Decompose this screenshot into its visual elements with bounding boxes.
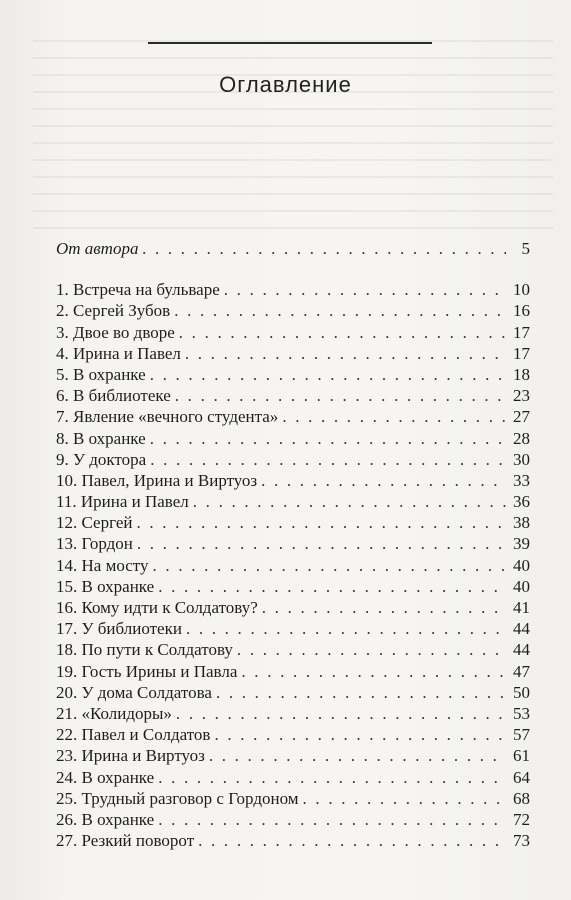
toc-entry-label: 6. В библиотеке bbox=[56, 386, 171, 406]
dot-leader bbox=[198, 830, 506, 851]
chapter-list bbox=[56, 279, 530, 851]
toc-entry-page: 16 bbox=[513, 301, 530, 321]
dot-leader bbox=[153, 555, 506, 576]
toc-entry-page: 40 bbox=[513, 555, 530, 575]
toc-entry-page: 23 bbox=[513, 386, 530, 406]
toc-entry-page: 5 bbox=[521, 239, 530, 258]
dot-leader bbox=[174, 300, 506, 321]
toc-entry-page: 27 bbox=[513, 407, 530, 427]
toc-entry-page: 39 bbox=[513, 534, 530, 554]
toc-entry-page: 17 bbox=[513, 322, 530, 342]
toc-entry-label: 27. Резкий поворот bbox=[56, 831, 195, 851]
dot-leader bbox=[136, 512, 506, 533]
toc-entry-label: 22. Павел и Солдатов bbox=[56, 725, 211, 745]
dot-leader bbox=[303, 788, 506, 809]
dot-leader bbox=[142, 238, 506, 259]
toc-entry-chapter-15 bbox=[56, 576, 530, 597]
dot-leader bbox=[158, 576, 506, 597]
toc-entry-label: 23. Ирина и Виртуоз bbox=[56, 746, 205, 766]
toc-entry-label: 3. Двое во дворе bbox=[56, 322, 175, 342]
page-title: Оглавление bbox=[219, 72, 352, 97]
toc-entry-page: 73 bbox=[513, 831, 530, 851]
bleed-through-text bbox=[33, 40, 553, 240]
dot-leader bbox=[193, 491, 506, 512]
dot-leader bbox=[186, 618, 506, 639]
toc-entry-page: 41 bbox=[513, 598, 530, 617]
toc-entry-label: 8. В охранке bbox=[56, 428, 146, 448]
toc-entry-chapter-17 bbox=[56, 618, 530, 639]
toc-entry-chapter-27 bbox=[56, 830, 530, 851]
toc-entry-label: 7. Явление «вечного студента» bbox=[56, 407, 279, 427]
toc-entry-chapter-8 bbox=[56, 428, 530, 449]
table-of-contents bbox=[56, 238, 530, 851]
toc-entry-page: 40 bbox=[513, 576, 530, 596]
dot-leader bbox=[158, 767, 506, 788]
toc-entry-chapter-5 bbox=[56, 364, 530, 385]
toc-entry-page: 17 bbox=[513, 343, 530, 363]
toc-entry-label: 14. На мосту bbox=[56, 555, 149, 575]
header-rule bbox=[148, 42, 432, 44]
dot-leader bbox=[158, 809, 506, 830]
toc-entry-chapter-21 bbox=[56, 703, 530, 724]
toc-entry-page: 30 bbox=[513, 449, 530, 469]
dot-leader bbox=[214, 724, 506, 745]
toc-entry-label: От автора bbox=[56, 239, 139, 258]
toc-entry-chapter-9 bbox=[56, 449, 530, 470]
toc-entry-chapter-2 bbox=[56, 300, 530, 321]
toc-entry-chapter-20 bbox=[56, 682, 530, 703]
toc-entry-label: 25. Трудный разговор с Гордоном bbox=[56, 788, 299, 808]
toc-entry-label: 21. «Колидоры» bbox=[56, 703, 172, 723]
toc-entry-page: 44 bbox=[513, 640, 530, 660]
dot-leader bbox=[261, 470, 506, 491]
toc-entry-chapter-7 bbox=[56, 406, 530, 427]
toc-entry-page: 68 bbox=[513, 788, 530, 808]
toc-entry-page: 64 bbox=[513, 767, 530, 787]
toc-entry-label: 26. В охранке bbox=[56, 809, 155, 829]
toc-entry-chapter-22 bbox=[56, 724, 530, 745]
toc-entry-chapter-23 bbox=[56, 745, 530, 766]
toc-entry-page: 53 bbox=[513, 703, 530, 723]
dot-leader bbox=[175, 385, 506, 406]
toc-entry-label: 5. В охранке bbox=[56, 364, 146, 384]
toc-entry-page: 28 bbox=[513, 428, 530, 448]
toc-entry-page: 57 bbox=[513, 725, 530, 745]
toc-entry-chapter-14 bbox=[56, 555, 530, 576]
toc-entry-label: 12. Сергей bbox=[56, 513, 133, 533]
toc-entry-page: 18 bbox=[513, 364, 530, 384]
dot-leader bbox=[176, 703, 506, 724]
toc-entry-label: 17. У библиотеки bbox=[56, 619, 182, 639]
toc-entry-label: 11. Ирина и Павел bbox=[56, 492, 189, 512]
toc-entry-label: 2. Сергей Зубов bbox=[56, 301, 171, 321]
toc-entry-label: 13. Гордон bbox=[56, 534, 133, 554]
dot-leader bbox=[216, 682, 506, 703]
dot-leader bbox=[185, 343, 506, 364]
toc-entry-label: 20. У дома Солдатова bbox=[56, 682, 212, 702]
toc-entry-chapter-13 bbox=[56, 533, 530, 554]
dot-leader bbox=[224, 279, 506, 300]
toc-entry-chapter-24 bbox=[56, 767, 530, 788]
toc-entry-label: 4. Ирина и Павел bbox=[56, 343, 181, 363]
toc-entry-chapter-11 bbox=[56, 491, 530, 512]
toc-entry-chapter-12 bbox=[56, 512, 530, 533]
toc-entry-label: 24. В охранке bbox=[56, 767, 155, 787]
toc-entry-label: 1. Встреча на бульваре bbox=[56, 280, 220, 300]
toc-entry-chapter-26 bbox=[56, 809, 530, 830]
dot-leader bbox=[150, 428, 506, 449]
dot-leader bbox=[241, 661, 506, 682]
dot-leader bbox=[150, 364, 506, 385]
toc-entry-page: 47 bbox=[513, 661, 530, 681]
toc-entry-chapter-1 bbox=[56, 279, 530, 300]
toc-entry-chapter-10 bbox=[56, 470, 530, 491]
toc-entry-chapter-16 bbox=[56, 597, 530, 618]
toc-entry-page: 33 bbox=[513, 470, 530, 490]
toc-entry-chapter-25 bbox=[56, 788, 530, 809]
toc-entry-chapter-18 bbox=[56, 639, 530, 660]
dot-leader bbox=[150, 449, 506, 470]
toc-entry-label: 19. Гость Ирины и Павла bbox=[56, 661, 238, 681]
toc-entry-preface bbox=[56, 238, 530, 259]
toc-entry-label: 9. У доктора bbox=[56, 449, 147, 469]
dot-leader bbox=[179, 322, 506, 343]
dot-leader bbox=[137, 533, 506, 554]
dot-leader bbox=[237, 639, 506, 660]
toc-entry-page: 72 bbox=[513, 809, 530, 829]
dot-leader bbox=[282, 406, 506, 427]
dot-leader bbox=[262, 597, 506, 618]
toc-entry-chapter-19 bbox=[56, 661, 530, 682]
toc-entry-page: 44 bbox=[513, 619, 530, 639]
toc-entry-label: 18. По пути к Солдатову bbox=[56, 640, 233, 660]
toc-entry-label: 10. Павел, Ирина и Виртуоз bbox=[56, 470, 258, 490]
toc-entry-page: 36 bbox=[513, 492, 530, 512]
toc-entry-page: 38 bbox=[513, 513, 530, 533]
toc-entry-label: 16. Кому идти к Солдатову? bbox=[56, 598, 258, 617]
toc-entry-page: 50 bbox=[513, 682, 530, 702]
toc-entry-chapter-6 bbox=[56, 385, 530, 406]
toc-entry-page: 10 bbox=[513, 280, 530, 300]
toc-entry-chapter-4 bbox=[56, 343, 530, 364]
toc-entry-label: 15. В охранке bbox=[56, 576, 155, 596]
toc-entry-chapter-3 bbox=[56, 322, 530, 343]
toc-entry-page: 61 bbox=[513, 746, 530, 766]
dot-leader bbox=[209, 745, 506, 766]
